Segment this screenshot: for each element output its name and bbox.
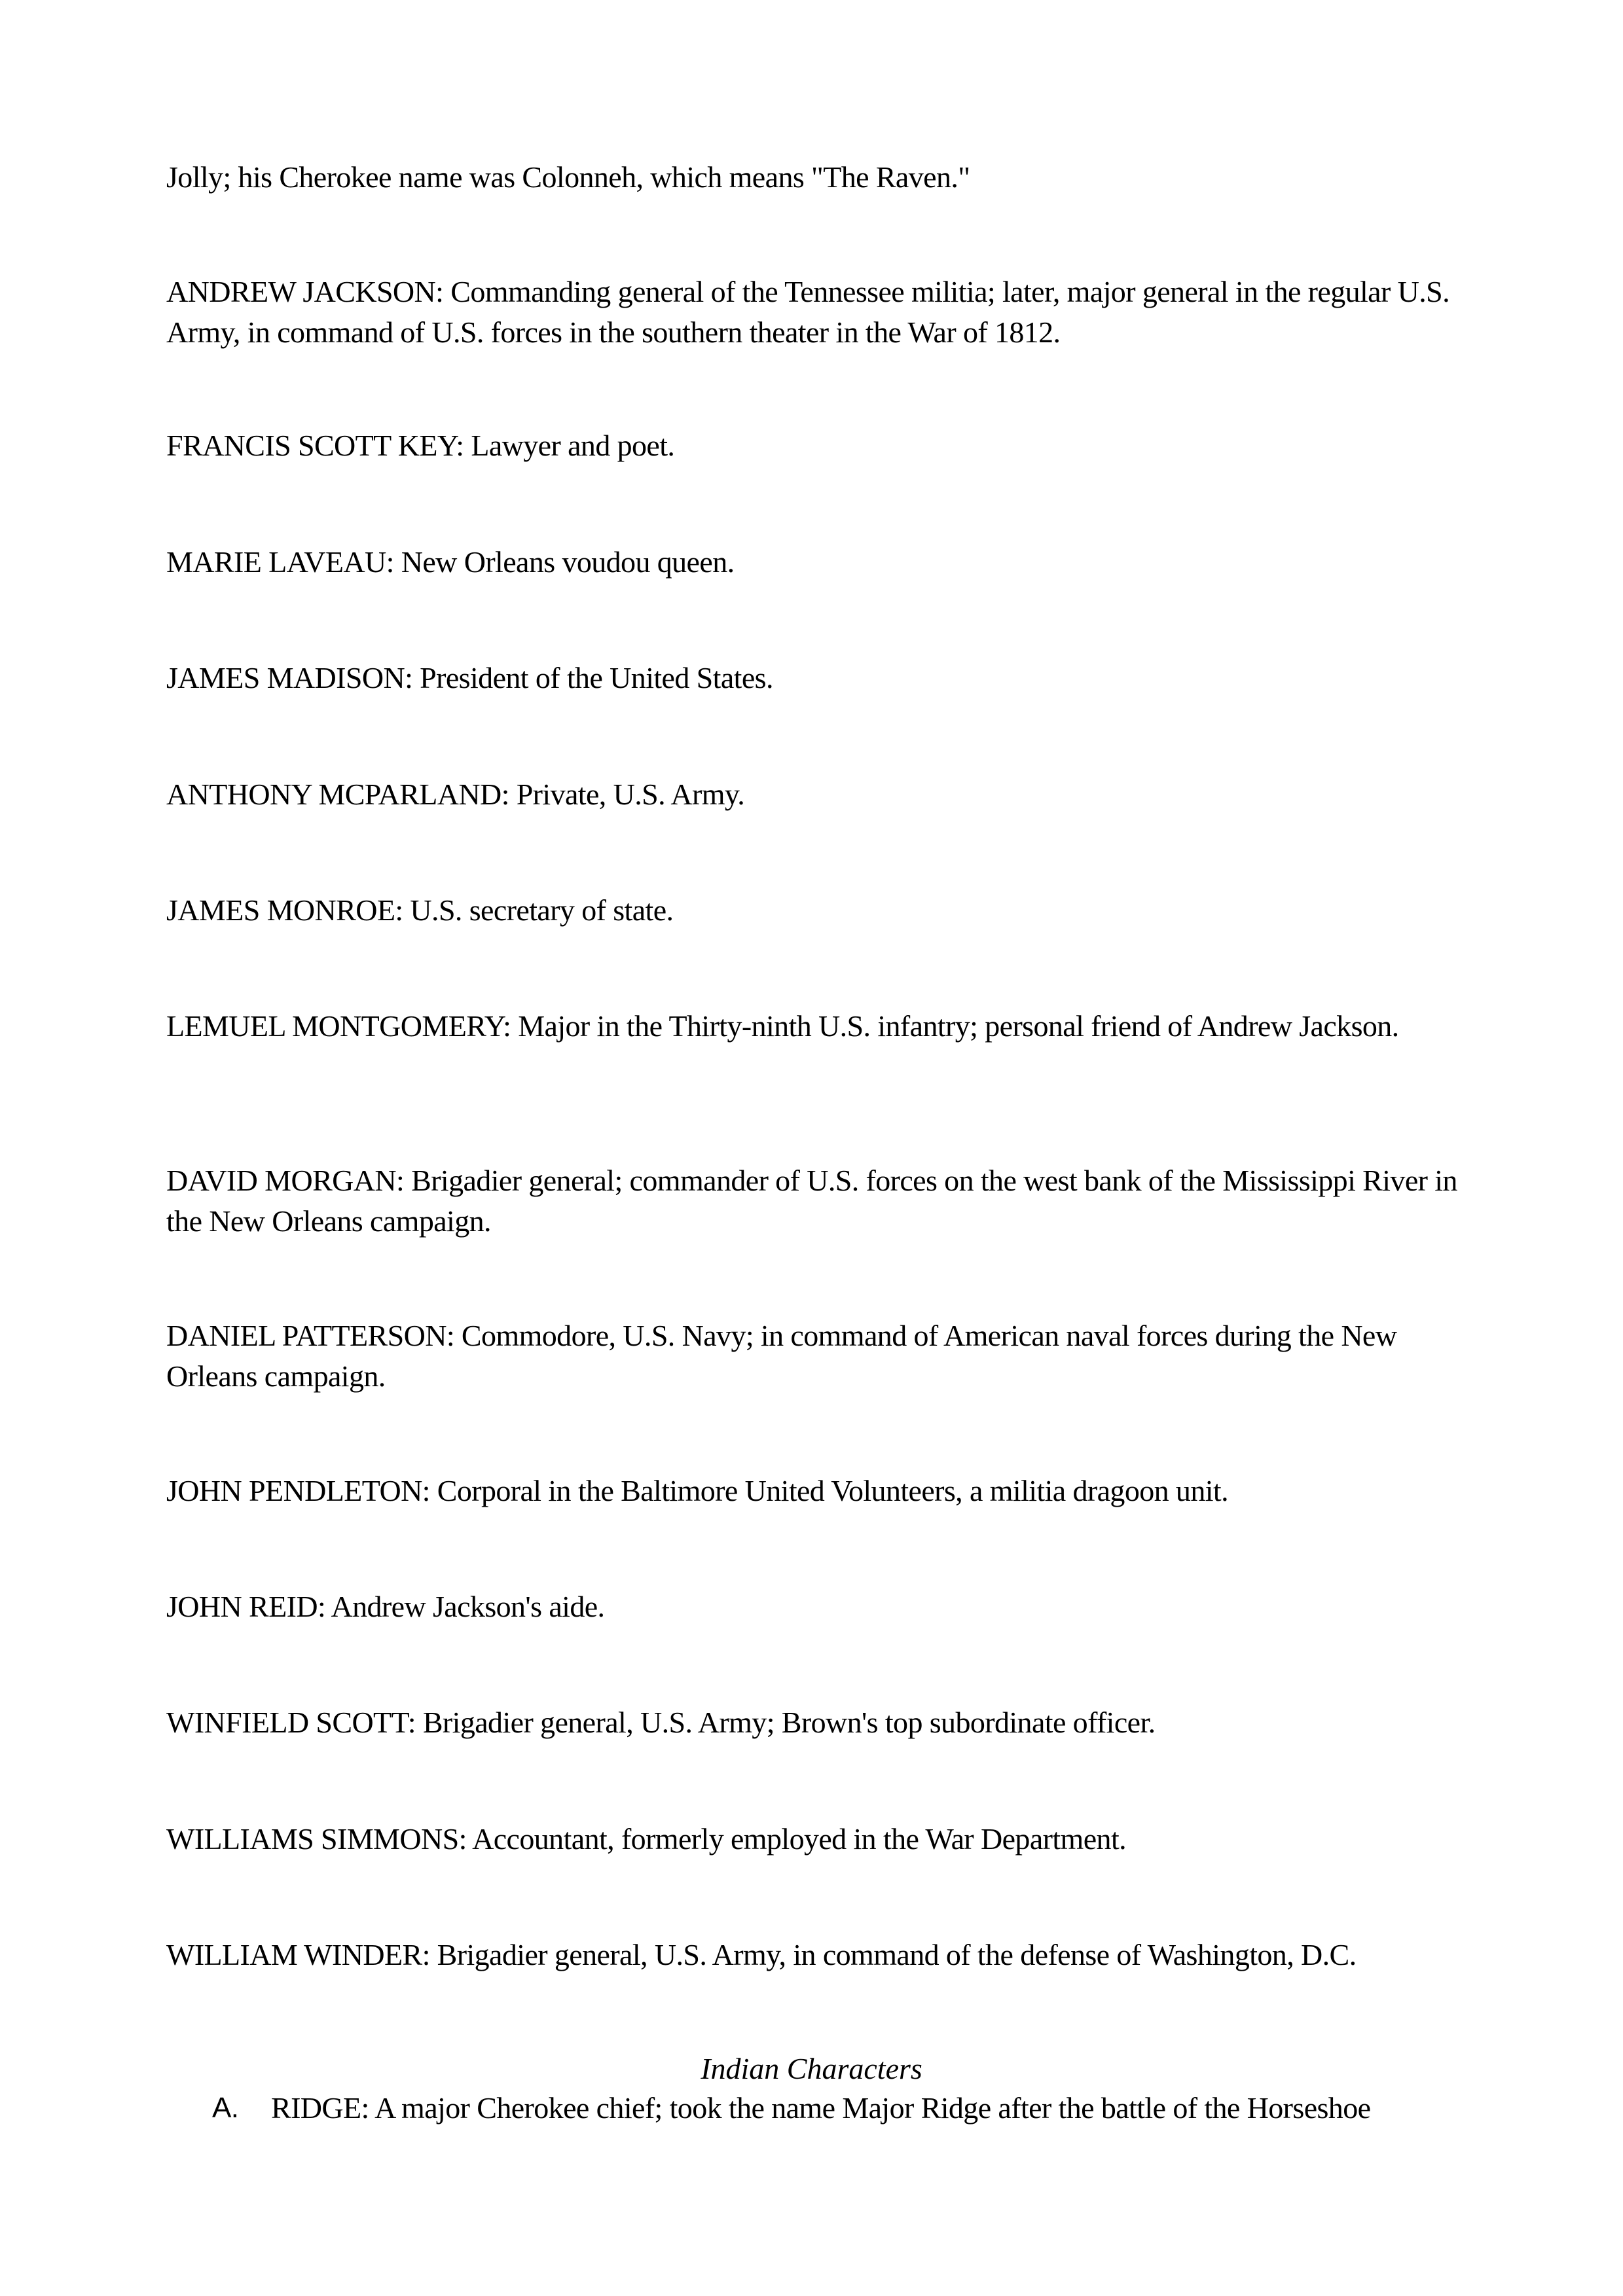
paragraph-james-monroe: JAMES MONROE: U.S. secretary of state. [166, 893, 674, 927]
paragraph-andrew-jackson: ANDREW JACKSON: Commanding general of the Tennessee militia; later, major general in the regular U.S. Army, in command of U.S. forces in the southern theater in the War of 1812. [166, 275, 1450, 349]
paragraph-marie-laveau: MARIE LAVEAU: New Orleans voudou queen. [166, 545, 735, 579]
paragraph-john-pendleton: JOHN PENDLETON: Corporal in the Baltimore United Volunteers, a militia dragoon unit. [166, 1474, 1228, 1507]
paragraph-daniel-patterson: DANIEL PATTERSON: Commodore, U.S. Navy; in command of American naval forces during the New Orleans campaign. [166, 1319, 1397, 1393]
paragraph-williams-simmons: WILLIAMS SIMMONS: Accountant, formerly employed in the War Department. [166, 1822, 1127, 1856]
paragraph-lemuel-montgomery: LEMUEL MONTGOMERY: Major in the Thirty-ninth U.S. infantry; personal friend of Andrew Jackson. [166, 1009, 1399, 1043]
paragraph-francis-scott-key: FRANCIS SCOTT KEY: Lawyer and poet. [166, 429, 675, 462]
section-heading: Indian Characters [701, 2052, 922, 2085]
paragraph-david-morgan: DAVID MORGAN: Brigadier general; commander of U.S. forces on the west bank of the Mississippi River in the New Orleans campaign. [166, 1164, 1457, 1238]
paragraph-jolly: Jolly; his Cherokee name was Colonneh, which means "The Raven." [166, 160, 970, 194]
paragraph-james-madison: JAMES MADISON: President of the United States. [166, 661, 773, 694]
list-marker: A. [212, 2092, 239, 2124]
list-item-text: RIDGE: A major Cherokee chief; took the name Major Ridge after the battle of the Horseshoe [271, 2091, 1371, 2125]
paragraph-william-winder: WILLIAM WINDER: Brigadier general, U.S. Army, in command of the defense of Washington, D.C. [166, 1938, 1357, 1971]
paragraph-winfield-scott: WINFIELD SCOTT: Brigadier general, U.S. Army; Brown's top subordinate officer. [166, 1706, 1156, 1739]
paragraph-anthony-mcparland: ANTHONY MCPARLAND: Private, U.S. Army. [166, 778, 745, 811]
paragraph-john-reid: JOHN REID: Andrew Jackson's aide. [166, 1590, 605, 1623]
